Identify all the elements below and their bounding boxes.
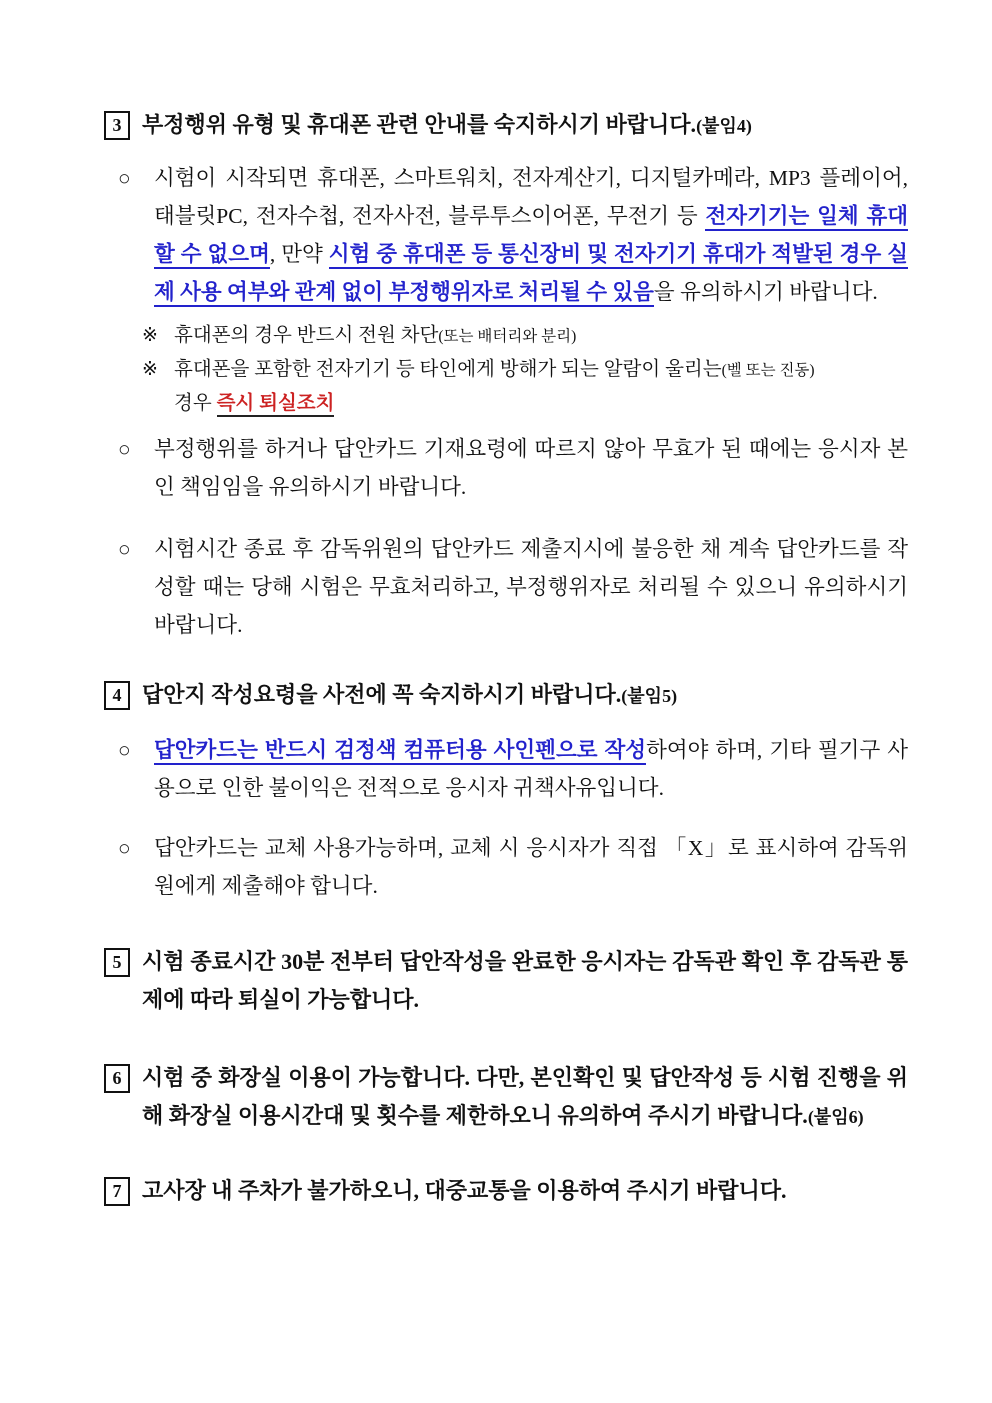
bullet-submit-refusal xyxy=(118,530,908,644)
text-run: 휴대폰의 경우 반드시 전원 차단 xyxy=(174,325,439,346)
section-3-heading xyxy=(104,106,908,145)
section-5-number-box: 5 xyxy=(104,948,130,977)
note-marker-icon: ※ xyxy=(142,325,158,346)
section-3-number-box: 3 xyxy=(104,111,130,140)
text-run: 하여야 하며, 기타 필기구 사용으로 인한 불이익은 전적으로 응시자 귀책사유입니다. xyxy=(154,738,909,800)
highlight-blue-black-pen: 답안카드는 반드시 검정색 컴퓨터용 사인펜으로 작성 xyxy=(154,738,646,765)
bullet-electronic-devices xyxy=(118,159,908,311)
bullet-card-replace xyxy=(118,829,908,905)
section-7-number-box: 7 xyxy=(104,1177,130,1206)
section-4-title xyxy=(142,676,908,715)
section-6 xyxy=(104,1059,908,1136)
bullet-marker-icon: ○ xyxy=(118,738,131,762)
note-alarm-text xyxy=(174,353,934,420)
bullet-submit-refusal-text: 시험시간 종료 후 감독위원의 답안카드 제출지시에 불응한 채 계속 답안카드를 작성할 때는 당해 시험은 무효처리하고, 부정행위자로 처리될 수 있으니 유의하시기 바랍니다. xyxy=(154,537,908,637)
section-6-number-box: 6 xyxy=(104,1064,130,1093)
bullet-card-replace-text: 답안카드는 교체 사용가능하며, 교체 시 응시자가 직접 「X」로 표시하여 감독위원에게 제출해야 합니다. xyxy=(154,836,908,898)
section-4-number-box: 4 xyxy=(104,681,130,710)
bullet-marker-icon: ○ xyxy=(118,537,131,561)
highlight-red-immediate-removal: 즉시 퇴실조치 xyxy=(217,393,335,417)
bullet-marker-icon: ○ xyxy=(118,166,131,190)
text-run-small: (또는 배터리와 분리) xyxy=(438,328,577,345)
bullet-black-pen xyxy=(118,731,908,807)
section-5-heading xyxy=(104,943,908,1019)
highlight-blue-caught-cheating: 시험 중 휴대폰 등 통신장비 및 전자기기 휴대가 적발된 경우 실제 사용 여부와 관계 없이 부정행위자로 처리될 수 있음 xyxy=(154,242,908,307)
text-run: 을 유의하시기 바랍니다. xyxy=(653,280,878,304)
text-run-small: (벨 또는 진동) xyxy=(721,362,815,379)
section-3 xyxy=(104,106,908,644)
text-run: , 만약 xyxy=(269,242,329,266)
highlight-blue-no-devices: 전자기기는 일체 휴대할 수 없으며 xyxy=(154,204,908,269)
bullet-marker-icon: ○ xyxy=(118,437,131,461)
section-7-heading xyxy=(104,1172,908,1210)
text-run: 시험이 시작되면 휴대폰, 스마트워치, 전자계산기, 디지털카메라, MP3 플레이어, 태블릿PC, 전자수첩, 전자사전, 블루투스이어폰, 무전기 등 xyxy=(154,166,908,228)
section-6-attachment-ref: (붙임6) xyxy=(807,1107,864,1127)
section-4 xyxy=(104,676,908,905)
section-7 xyxy=(104,1172,908,1210)
bullet-black-pen-text xyxy=(154,731,908,807)
section-5 xyxy=(104,943,908,1019)
bullet-electronic-devices-text xyxy=(154,159,908,311)
section-5-title: 시험 종료시간 30분 전부터 답안작성을 완료한 응시자는 감독관 확인 후 감독관 통제에 따라 퇴실이 가능합니다. xyxy=(142,949,908,1012)
section-6-title xyxy=(142,1059,908,1136)
note-phone-power-off xyxy=(142,319,908,353)
section-6-heading xyxy=(104,1059,908,1136)
text-run: 휴대폰을 포함한 전자기기 등 타인에게 방해가 되는 알람이 울리는 xyxy=(174,359,722,380)
section-4-heading xyxy=(104,676,908,715)
section-4-title-text: 답안지 작성요령을 사전에 꼭 숙지하시기 바랍니다. xyxy=(142,682,622,707)
note-alarm xyxy=(142,353,934,420)
section-7-title: 고사장 내 주차가 불가하오니, 대중교통을 이용하여 주시기 바랍니다. xyxy=(142,1178,787,1203)
note-phone-power-off-text xyxy=(174,319,908,353)
section-4-attachment-ref: (붙임5) xyxy=(621,686,678,706)
text-run: 경우 xyxy=(174,393,217,414)
bullet-invalid-answer xyxy=(118,430,908,506)
section-3-title-text: 부정행위 유형 및 휴대폰 관련 안내를 숙지하시기 바랍니다. xyxy=(142,112,697,137)
section-6-title-text: 시험 중 화장실 이용이 가능합니다. 다만, 본인확인 및 답안작성 등 시험 진행을 위해 화장실 이용시간대 및 횟수를 제한하오니 유의하여 주시기 바랍니다. xyxy=(142,1065,908,1128)
note-marker-icon: ※ xyxy=(142,359,158,380)
bullet-invalid-answer-text: 부정행위를 하거나 답안카드 기재요령에 따르지 않아 무효가 된 때에는 응시자 본인 책임임을 유의하시기 바랍니다. xyxy=(154,437,908,499)
bullet-marker-icon: ○ xyxy=(118,836,131,860)
section-3-title xyxy=(142,106,908,145)
section-3-attachment-ref: (붙임4) xyxy=(696,116,752,136)
